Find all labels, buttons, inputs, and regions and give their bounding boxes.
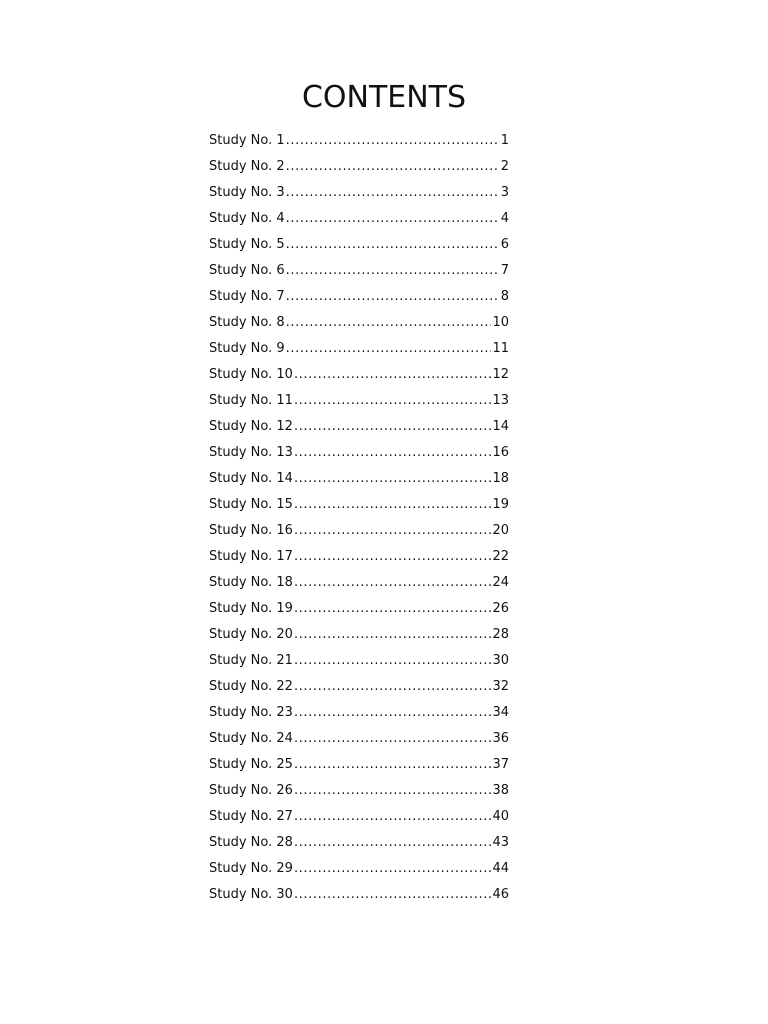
toc-entry [209, 570, 509, 596]
toc-entry-page-number: 44 [492, 861, 509, 876]
toc-entry-page-number: 3 [500, 185, 509, 200]
toc-entry-label: Study No. 9 [209, 341, 285, 356]
toc-entry-label: Study No. 17 [209, 549, 293, 564]
dot-leader [286, 232, 500, 258]
toc-entry [209, 128, 509, 154]
dot-leader [294, 492, 492, 518]
toc-entry-page-number: 40 [492, 809, 509, 824]
toc-entry-page-number: 46 [492, 887, 509, 902]
dot-leader [294, 570, 492, 596]
toc-entry-label: Study No. 12 [209, 419, 293, 434]
toc-entry [209, 856, 509, 882]
toc-entry [209, 518, 509, 544]
toc-entry-page-number: 11 [492, 341, 509, 356]
dot-leader [294, 778, 492, 804]
toc-entry-label: Study No. 10 [209, 367, 293, 382]
dot-leader [286, 206, 500, 232]
toc-entry-label: Study No. 3 [209, 185, 285, 200]
toc-entry [209, 388, 509, 414]
toc-entry-page-number: 24 [492, 575, 509, 590]
dot-leader [294, 544, 492, 570]
dot-leader [294, 882, 492, 908]
toc-entry [209, 804, 509, 830]
toc-entry-page-number: 19 [492, 497, 509, 512]
toc-entry-label: Study No. 25 [209, 757, 293, 772]
dot-leader [294, 700, 492, 726]
toc-entry [209, 882, 509, 908]
toc-entry [209, 492, 509, 518]
dot-leader [294, 856, 492, 882]
toc-entry [209, 362, 509, 388]
toc-entry [209, 232, 509, 258]
toc-entry [209, 206, 509, 232]
toc-entry-label: Study No. 6 [209, 263, 285, 278]
toc-entry-page-number: 2 [500, 159, 509, 174]
toc-entry [209, 778, 509, 804]
dot-leader [294, 596, 492, 622]
toc-entry-page-number: 20 [492, 523, 509, 538]
dot-leader [286, 336, 492, 362]
dot-leader [294, 752, 492, 778]
toc-entry-label: Study No. 23 [209, 705, 293, 720]
toc-entry-page-number: 28 [492, 627, 509, 642]
toc-entry-label: Study No. 14 [209, 471, 293, 486]
toc-entry-label: Study No. 13 [209, 445, 293, 460]
toc-entry-label: Study No. 18 [209, 575, 293, 590]
dot-leader [294, 804, 492, 830]
dot-leader [294, 648, 492, 674]
table-of-contents [209, 128, 509, 908]
toc-entry [209, 726, 509, 752]
toc-entry-page-number: 32 [492, 679, 509, 694]
toc-entry [209, 258, 509, 284]
toc-entry-label: Study No. 5 [209, 237, 285, 252]
toc-entry-label: Study No. 30 [209, 887, 293, 902]
toc-entry-page-number: 1 [500, 133, 509, 148]
toc-entry [209, 596, 509, 622]
dot-leader [294, 830, 492, 856]
toc-entry [209, 336, 509, 362]
dot-leader [286, 154, 500, 180]
toc-entry [209, 310, 509, 336]
dot-leader [286, 128, 500, 154]
toc-entry-page-number: 7 [500, 263, 509, 278]
toc-entry-label: Study No. 29 [209, 861, 293, 876]
toc-entry-page-number: 38 [492, 783, 509, 798]
toc-entry-label: Study No. 15 [209, 497, 293, 512]
toc-entry-page-number: 34 [492, 705, 509, 720]
toc-entry-page-number: 16 [492, 445, 509, 460]
toc-entry-label: Study No. 28 [209, 835, 293, 850]
toc-entry-label: Study No. 27 [209, 809, 293, 824]
toc-entry [209, 154, 509, 180]
toc-entry [209, 700, 509, 726]
toc-entry-page-number: 22 [492, 549, 509, 564]
dot-leader [286, 284, 500, 310]
toc-entry-page-number: 18 [492, 471, 509, 486]
toc-entry-label: Study No. 20 [209, 627, 293, 642]
toc-entry-label: Study No. 24 [209, 731, 293, 746]
toc-entry-page-number: 4 [500, 211, 509, 226]
dot-leader [294, 518, 492, 544]
toc-entry [209, 544, 509, 570]
toc-entry-page-number: 30 [492, 653, 509, 668]
dot-leader [294, 674, 492, 700]
dot-leader [286, 258, 500, 284]
toc-entry-page-number: 6 [500, 237, 509, 252]
dot-leader [286, 180, 500, 206]
toc-entry-label: Study No. 8 [209, 315, 285, 330]
toc-entry [209, 440, 509, 466]
toc-entry-label: Study No. 2 [209, 159, 285, 174]
toc-entry-page-number: 43 [492, 835, 509, 850]
toc-entry [209, 752, 509, 778]
toc-entry-label: Study No. 22 [209, 679, 293, 694]
toc-entry-label: Study No. 11 [209, 393, 293, 408]
toc-entry-page-number: 13 [492, 393, 509, 408]
toc-entry-page-number: 8 [500, 289, 509, 304]
toc-entry-page-number: 14 [492, 419, 509, 434]
page-title: CONTENTS [301, 80, 467, 115]
dot-leader [294, 466, 492, 492]
toc-entry [209, 648, 509, 674]
dot-leader [294, 414, 492, 440]
toc-entry-page-number: 36 [492, 731, 509, 746]
toc-entry [209, 622, 509, 648]
toc-entry [209, 466, 509, 492]
toc-entry-page-number: 26 [492, 601, 509, 616]
toc-entry [209, 830, 509, 856]
toc-entry-page-number: 12 [492, 367, 509, 382]
toc-entry-label: Study No. 4 [209, 211, 285, 226]
toc-entry-label: Study No. 26 [209, 783, 293, 798]
dot-leader [294, 388, 492, 414]
toc-entry-page-number: 37 [492, 757, 509, 772]
toc-entry [209, 674, 509, 700]
toc-entry-label: Study No. 21 [209, 653, 293, 668]
dot-leader [286, 310, 492, 336]
dot-leader [294, 362, 492, 388]
toc-entry-page-number: 10 [492, 315, 509, 330]
toc-entry-label: Study No. 19 [209, 601, 293, 616]
dot-leader [294, 622, 492, 648]
toc-entry-label: Study No. 7 [209, 289, 285, 304]
toc-entry [209, 414, 509, 440]
toc-entry [209, 284, 509, 310]
toc-entry-label: Study No. 1 [209, 133, 285, 148]
dot-leader [294, 726, 492, 752]
dot-leader [294, 440, 492, 466]
toc-entry-label: Study No. 16 [209, 523, 293, 538]
toc-entry [209, 180, 509, 206]
